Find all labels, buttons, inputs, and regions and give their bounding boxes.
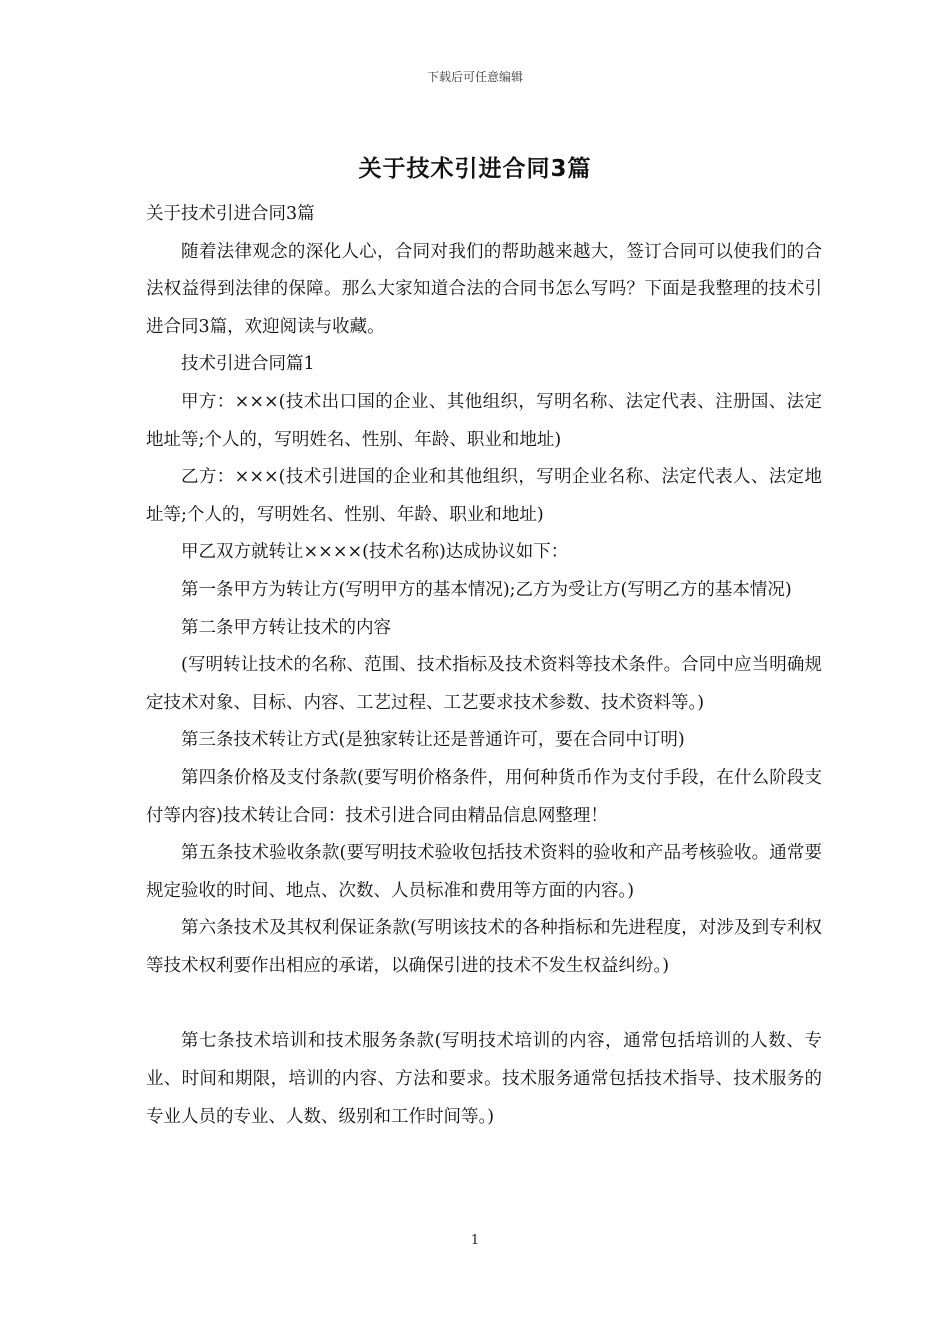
page-number: 1 (470, 1233, 480, 1248)
party-b-paragraph: 乙方：×××(技术引进国的企业和其他组织，写明企业名称、法定代表人、法定地址等;个人的，写明姓名、性别、年龄、职业和地址) (146, 467, 822, 525)
agreement-paragraph: 甲乙双方就转让××××(技术名称)达成协议如下： (181, 542, 569, 563)
page-header: 下载后可任意编辑 (426, 70, 523, 84)
subtitle-line: 关于技术引进合同3篇 (146, 204, 315, 224)
intro-paragraph: 随着法律观念的深化人心，合同对我们的帮助越来越大，签订合同可以使我们的合法权益得到法律的保障。那么大家知道合法的合同书怎么写吗？下面是我整理的技术引进合同3篇，欢迎阅读与收藏。 (146, 241, 822, 337)
section-heading: 技术引进合同篇1 (181, 354, 315, 375)
article-2-detail: (写明转让技术的名称、范围、技术指标及技术资料等技术条件。合同中应当明确规定技术对象、目标、内容、工艺过程、工艺要求技术参数、技术资料等。) (146, 655, 822, 713)
document-title: 关于技术引进合同3篇 (358, 156, 592, 182)
article-3-paragraph: 第三条技术转让方式(是独家转让还是普通许可，要在合同中订明) (181, 730, 685, 751)
article-6-paragraph: 第六条技术及其权利保证条款(写明该技术的各种指标和先进程度，对涉及到专利权等技术权利要作出相应的承诺，以确保引进的技术不发生权益纠纷。) (146, 918, 822, 976)
party-a-paragraph: 甲方：×××(技术出口国的企业、其他组织，写明名称、法定代表、注册国、法定地址等;个人的，写明姓名、性别、年龄、职业和地址) (146, 391, 822, 450)
article-1-paragraph: 第一条甲方为转让方(写明甲方的基本情况);乙方为受让方(写明乙方的基本情况) (181, 579, 792, 600)
article-7-paragraph: 第七条技术培训和技术服务条款(写明技术培训的内容，通常包括培训的人数、专业、时间和期限，培训的内容、方法和要求。技术服务通常包括技术指导、技术服务的专业人员的专业、人数、级别和工作时间等。) (146, 1031, 822, 1127)
paragraph-gap (146, 985, 822, 1023)
document-body (146, 196, 822, 1136)
article-5-paragraph: 第五条技术验收条款(要写明技术验收包括技术资料的验收和产品考核验收。通常要规定验收的时间、地点、次数、人员标准和费用等方面的内容。) (146, 843, 822, 901)
article-4-paragraph: 第四条价格及支付条款(要写明价格条件，用何种货币作为支付手段，在什么阶段支付等内容)技术转让合同：技术引进合同由精品信息网整理！ (146, 767, 822, 826)
article-2-heading: 第二条甲方转让技术的内容 (181, 617, 391, 638)
